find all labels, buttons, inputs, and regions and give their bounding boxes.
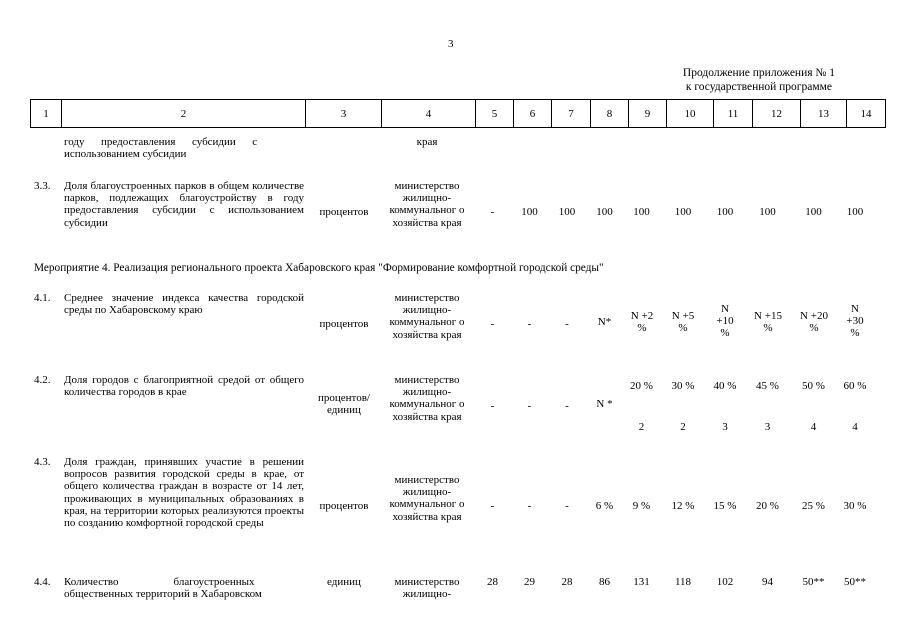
value-col14: 100 [846, 206, 864, 218]
header-col: 14 [847, 100, 886, 128]
pct-col11: 40 % [713, 380, 737, 392]
count-col11: 3 [722, 421, 728, 433]
value-col7: - [565, 318, 569, 330]
unit-line: единиц [327, 404, 361, 417]
value-col14: N +30 % [846, 303, 864, 340]
value-col11: 102 [716, 576, 734, 588]
header-col: 11 [714, 100, 753, 128]
value-col14: 30 % [843, 500, 867, 512]
value-col9: N +2 % [630, 310, 654, 335]
desc-line: общественных территорий в Хабаровском [64, 588, 262, 601]
row-number: 4.2. [34, 374, 51, 386]
unit-line: процентов/ [318, 392, 370, 404]
value-col5: - [490, 500, 495, 512]
header-col: 1 [31, 100, 62, 128]
value-col10: 100 [674, 206, 692, 218]
value-col6: 29 [524, 576, 535, 588]
value-col6: 100 [521, 206, 538, 218]
row-number: 4.3. [34, 456, 51, 468]
value-col5: - [490, 206, 495, 218]
desc-line: Количество благоустроенных [64, 576, 255, 588]
value-col6: - [527, 500, 532, 512]
row-description: Среднее значение индекса качества городской среды по Хабаровскому краю [64, 292, 304, 317]
value-col6: - [527, 318, 532, 330]
value-col8: N * [596, 398, 613, 410]
count-col14: 4 [852, 421, 858, 433]
event-4-heading: Мероприятие 4. Реализация регионального проекта Хабаровского края "Формирование комфортной городской среды" [34, 262, 604, 274]
value-col5: 28 [487, 576, 498, 588]
continuation-note [683, 66, 835, 94]
value-col8: 86 [599, 576, 610, 588]
value-col8: 100 [596, 206, 613, 218]
header-col: 12 [753, 100, 801, 128]
header-col: 9 [629, 100, 667, 128]
desc-line: году предоставления субсидии с [64, 136, 258, 148]
value-col8: 6 % [595, 500, 614, 512]
value-col7: - [565, 400, 569, 412]
unit: процентов [319, 500, 369, 512]
continuation-line-1: Продолжение приложения № 1 [682, 67, 835, 79]
header-col: 3 [306, 100, 382, 128]
value-col12: 100 [759, 206, 776, 218]
value-col7: 100 [558, 206, 576, 218]
ministry-line: министерство [394, 576, 460, 588]
value-col8: N* [597, 316, 612, 328]
unit: единиц [327, 576, 361, 588]
row-number: 3.3. [34, 180, 51, 192]
row-continued-description [64, 136, 304, 160]
desc-line: использованием субсидии [64, 148, 187, 161]
row-number: 4.4. [34, 576, 51, 588]
count-col13: 4 [810, 421, 817, 433]
row-description: Доля городов с благоприятной средой от общего количества городов в крае [64, 374, 304, 399]
row-description: Доля благоустроенных парков в общем количестве парков, подлежащих благоустройству в году предоставления субсидии с использованием субсидии [64, 180, 304, 229]
value-col14: 50** [844, 576, 866, 588]
pct-col10: 30 % [671, 380, 695, 392]
row-number: 4.1. [34, 292, 51, 304]
pct-col13: 50 % [802, 380, 825, 392]
value-col11: N +10 % [716, 303, 734, 340]
ministry: министерство жилищно-коммунальног о хозяйства края [389, 292, 465, 341]
header-col: 4 [382, 100, 476, 128]
count-col12: 3 [764, 421, 771, 433]
value-col9: 100 [633, 206, 650, 218]
count-col10: 2 [680, 421, 686, 433]
ministry-line: жилищно- [402, 588, 452, 601]
value-col11: 15 % [713, 500, 737, 512]
ministry: министерство жилищно-коммунальног о хозяйства края [389, 474, 465, 523]
pct-col9: 20 % [630, 380, 653, 392]
unit [308, 392, 380, 416]
unit: процентов [319, 206, 369, 218]
value-col6: - [527, 400, 532, 412]
column-number-header [30, 99, 886, 128]
value-col10: N +5 % [671, 310, 695, 335]
value-col13: 50** [802, 576, 825, 588]
row-continued-ministry: края [416, 136, 438, 148]
value-col11: 100 [716, 206, 734, 218]
value-col13: N +20 % [800, 310, 828, 335]
unit: процентов [319, 318, 369, 330]
page-number: 3 [448, 38, 454, 50]
value-col7: 28 [561, 576, 573, 588]
header-col: 5 [476, 100, 514, 128]
ministry: министерство жилищно-коммунальног о хозяйства края [389, 374, 465, 423]
value-col12: 20 % [756, 500, 779, 512]
ministry: министерство жилищно-коммунальног о хозяйства края [389, 180, 465, 229]
header-col: 7 [552, 100, 591, 128]
header-col: 8 [591, 100, 629, 128]
header-col: 6 [514, 100, 552, 128]
value-col9: 131 [633, 576, 650, 588]
value-col13: 25 % [802, 500, 825, 512]
value-col13: 100 [805, 206, 822, 218]
value-col12: 94 [762, 576, 773, 588]
header-col: 2 [62, 100, 306, 128]
row-description: Доля граждан, принявших участие в решении вопросов развития городской среды в крае, от общего количества граждан в возрасте от 14 лет, проживающих в муниципальных образованиях в края, на территории которых реализуются проекты по созданию комфортной городской среды [64, 456, 304, 530]
value-col5: - [490, 318, 495, 330]
header-col: 10 [667, 100, 714, 128]
value-col7: - [565, 500, 569, 512]
value-col9: 9 % [632, 500, 651, 512]
value-col5: - [490, 400, 495, 412]
value-col10: 12 % [671, 500, 695, 512]
count-col9: 2 [638, 421, 645, 433]
header-col: 13 [801, 100, 847, 128]
pct-col12: 45 % [756, 380, 779, 392]
ministry [381, 576, 473, 600]
value-col10: 118 [674, 576, 692, 588]
pct-col14: 60 % [843, 380, 867, 392]
value-col12: N +15 % [754, 310, 782, 335]
continuation-line-2: к государственной программе [685, 81, 833, 93]
row-description [64, 576, 304, 600]
